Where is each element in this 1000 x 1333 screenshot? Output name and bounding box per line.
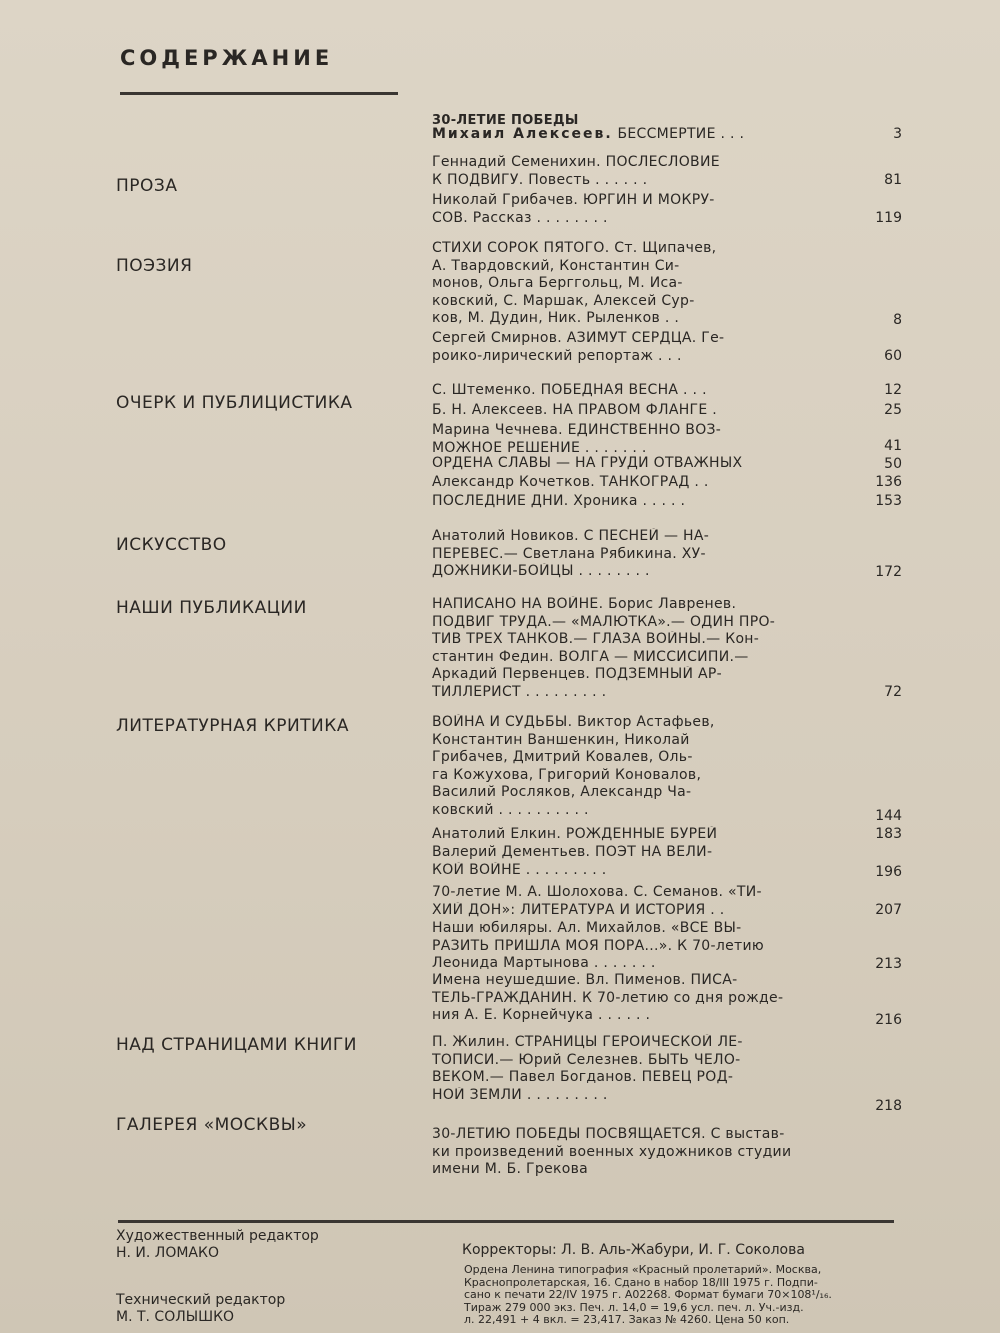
- page-number: 119: [875, 210, 902, 226]
- section-ocherk: ОЧЕРК И ПУБЛИЦИСТИКА: [116, 393, 353, 413]
- toc-entry: ПОСЛЕДНИЕ ДНИ. Хроника . . . . .: [432, 493, 686, 509]
- page-number: 81: [884, 172, 902, 188]
- page-title: СОДЕРЖАНИЕ: [120, 46, 334, 70]
- section-publikacii: НАШИ ПУБЛИКАЦИИ: [116, 598, 307, 618]
- page-number: 8: [893, 312, 902, 328]
- page-number: 50: [884, 456, 902, 472]
- section-kniga: НАД СТРАНИЦАМИ КНИГИ: [116, 1035, 358, 1055]
- section-iskusstvo: ИСКУССТВО: [116, 535, 227, 555]
- section-kritika: ЛИТЕРАТУРНАЯ КРИТИКА: [116, 716, 349, 736]
- toc-entry: ОРДЕНА СЛАВЫ — НА ГРУДИ ОТВАЖНЫХ: [432, 455, 743, 471]
- page-number: 12: [884, 382, 902, 398]
- page-number: 3: [893, 126, 902, 142]
- toc-entry: Марина Чечнева. ЕДИНСТВЕННО ВОЗ- МОЖНОЕ РЕШЕНИЕ . . . . . . .: [432, 422, 722, 456]
- page-number: 216: [875, 1012, 902, 1028]
- page-number: 218: [875, 1098, 902, 1114]
- toc-entry: Наши юбиляры. Ал. Михайлов. «ВСЕ ВЫ- РАЗИТЬ ПРИШЛА МОЯ ПОРА...». К 70-летию Леонида Мартынова . . . . . . .: [432, 920, 764, 971]
- toc-entry: Сергей Смирнов. АЗИМУТ СЕРДЦА. Ге- роико-лирический репортаж . . .: [432, 330, 725, 364]
- toc-entry: П. Жилин. СТРАНИЦЫ ГЕРОИЧЕСКОЙ ЛЕ- ТОПИСИ.— Юрий Селезнев. БЫТЬ ЧЕЛО- ВЕКОМ.— Павел Богданов. ПЕВЕЦ РОД- НОЙ ЗЕМЛИ . . . . . . . . .: [432, 1034, 743, 1103]
- section-galereya: ГАЛЕРЕЯ «МОСКВЫ»: [116, 1115, 308, 1135]
- toc-entry: ВОЙНА И СУДЬБЫ. Виктор Астафьев, Константин Ваншенкин, Николай Грибачев, Дмитрий Ковалев, Оль- га Кожухова, Григорий Коновалов, Василий Росляков, Александр Ча- ковский . . . . . . . . . .: [432, 714, 715, 818]
- page-number: 207: [875, 902, 902, 918]
- section-proza: ПРОЗА: [116, 176, 178, 196]
- correctors-credit: Корректоры: Л. В. Аль-Жабури, И. Г. Соколова: [462, 1242, 805, 1258]
- toc-entry: С. Штеменко. ПОБЕДНАЯ ВЕСНА . . .: [432, 382, 707, 398]
- toc-entry: Геннадий Семенихин. ПОСЛЕСЛОВИЕ К ПОДВИГУ. Повесть . . . . . .: [432, 154, 720, 188]
- entry-title: БЕССМЕРТИЕ . . .: [617, 126, 745, 142]
- toc-entry: Анатолий Елкин. РОЖДЕННЫЕ БУРЕЙ: [432, 826, 718, 842]
- special-title: 30-ЛЕТИЕ ПОБЕДЫ: [432, 113, 579, 128]
- tech-editor-credit: Технический редактор М. Т. СОЛЫШКО: [116, 1292, 286, 1325]
- toc-entry: 30-ЛЕТИЮ ПОБЕДЫ ПОСВЯЩАЕТСЯ. С выстав- ки произведений военных художников студии имени М. Б. Грекова: [432, 1126, 792, 1177]
- toc-entry: Анатолий Новиков. С ПЕСНЕЙ — НА- ПЕРЕВЕС.— Светлана Рябикина. ХУ- ДОЖНИКИ-БОЙЦЫ . . . . . . . .: [432, 528, 710, 579]
- toc-entry: Александр Кочетков. ТАНКОГРАД . .: [432, 474, 709, 490]
- toc-entry: НАПИСАНО НА ВОЙНЕ. Борис Лавренев. ПОДВИГ ТРУДА.— «МАЛЮТКА».— ОДИН ПРО- ТИВ ТРЕХ ТАНКОВ.— ГЛАЗА ВОЙНЫ.— Кон- стантин Федин. ВОЛГА — МИССИСИПИ.— Аркадий Первенцев. ПОДЗЕМНЫЙ АР- ТИЛЛЕРИСТ . . . . . . . . .: [432, 596, 776, 700]
- toc-entry: Валерий Дементьев. ПОЭТ НА ВЕЛИ- КОЙ ВОЙНЕ . . . . . . . . .: [432, 844, 713, 878]
- page-number: 213: [875, 956, 902, 972]
- heading-rule: [120, 92, 398, 95]
- footer-rule: [118, 1220, 894, 1223]
- page-number: 172: [875, 564, 902, 580]
- toc-entry: Б. Н. Алексеев. НА ПРАВОМ ФЛАНГЕ .: [432, 402, 718, 418]
- page-number: 196: [875, 864, 902, 880]
- page-number: 25: [884, 402, 902, 418]
- page-number: 136: [875, 474, 902, 490]
- page-number: 153: [875, 493, 902, 509]
- art-editor-credit: Художественный редактор Н. И. ЛОМАКО: [116, 1228, 319, 1261]
- toc-entry: СТИХИ СОРОК ПЯТОГО. Ст. Щипачев, А. Твардовский, Константин Си- монов, Ольга Берггольц, М. Иса- ковский, С. Маршак, Алексей Сур- ков, М. Дудин, Ник. Рыленков . .: [432, 240, 717, 326]
- page-number: 72: [884, 684, 902, 700]
- toc-entry: Николай Грибачев. ЮРГИН И МОКРУ- СОВ. Рассказ . . . . . . . .: [432, 192, 715, 226]
- page-number: 41: [884, 438, 902, 454]
- page-number: 144: [875, 808, 902, 824]
- section-poeziya: ПОЭЗИЯ: [116, 256, 193, 276]
- entry-author: Михаил Алексеев.: [432, 126, 613, 142]
- toc-entry: 70-летие М. А. Шолохова. С. Семанов. «ТИ- ХИЙ ДОН»: ЛИТЕРАТУРА И ИСТОРИЯ . .: [432, 884, 762, 918]
- toc-entry-special: [432, 126, 844, 144]
- printing-imprint: Ордена Ленина типография «Красный пролетарий». Москва, Краснопролетарская, 16. Сдано в набор 18/III 1975 г. Подпи- сано к печати 22/IV 1975 г. А02268. Формат бумаги 70×108¹/₁₆. Тираж 279 000 экз. Печ. л. 14,0 = 19,6 усл. печ. л. Уч.-изд. л. 22,491 + 4 вкл. = 23,417. Заказ № 4260. Цена 50 коп.: [464, 1263, 832, 1326]
- page-number: 183: [875, 826, 902, 842]
- page-number: 60: [884, 348, 902, 364]
- toc-entry: Имена неушедшие. Вл. Пименов. ПИСА- ТЕЛЬ-ГРАЖДАНИН. К 70-летию со дня рожде- ния А. Е. Корнейчука . . . . . .: [432, 972, 784, 1023]
